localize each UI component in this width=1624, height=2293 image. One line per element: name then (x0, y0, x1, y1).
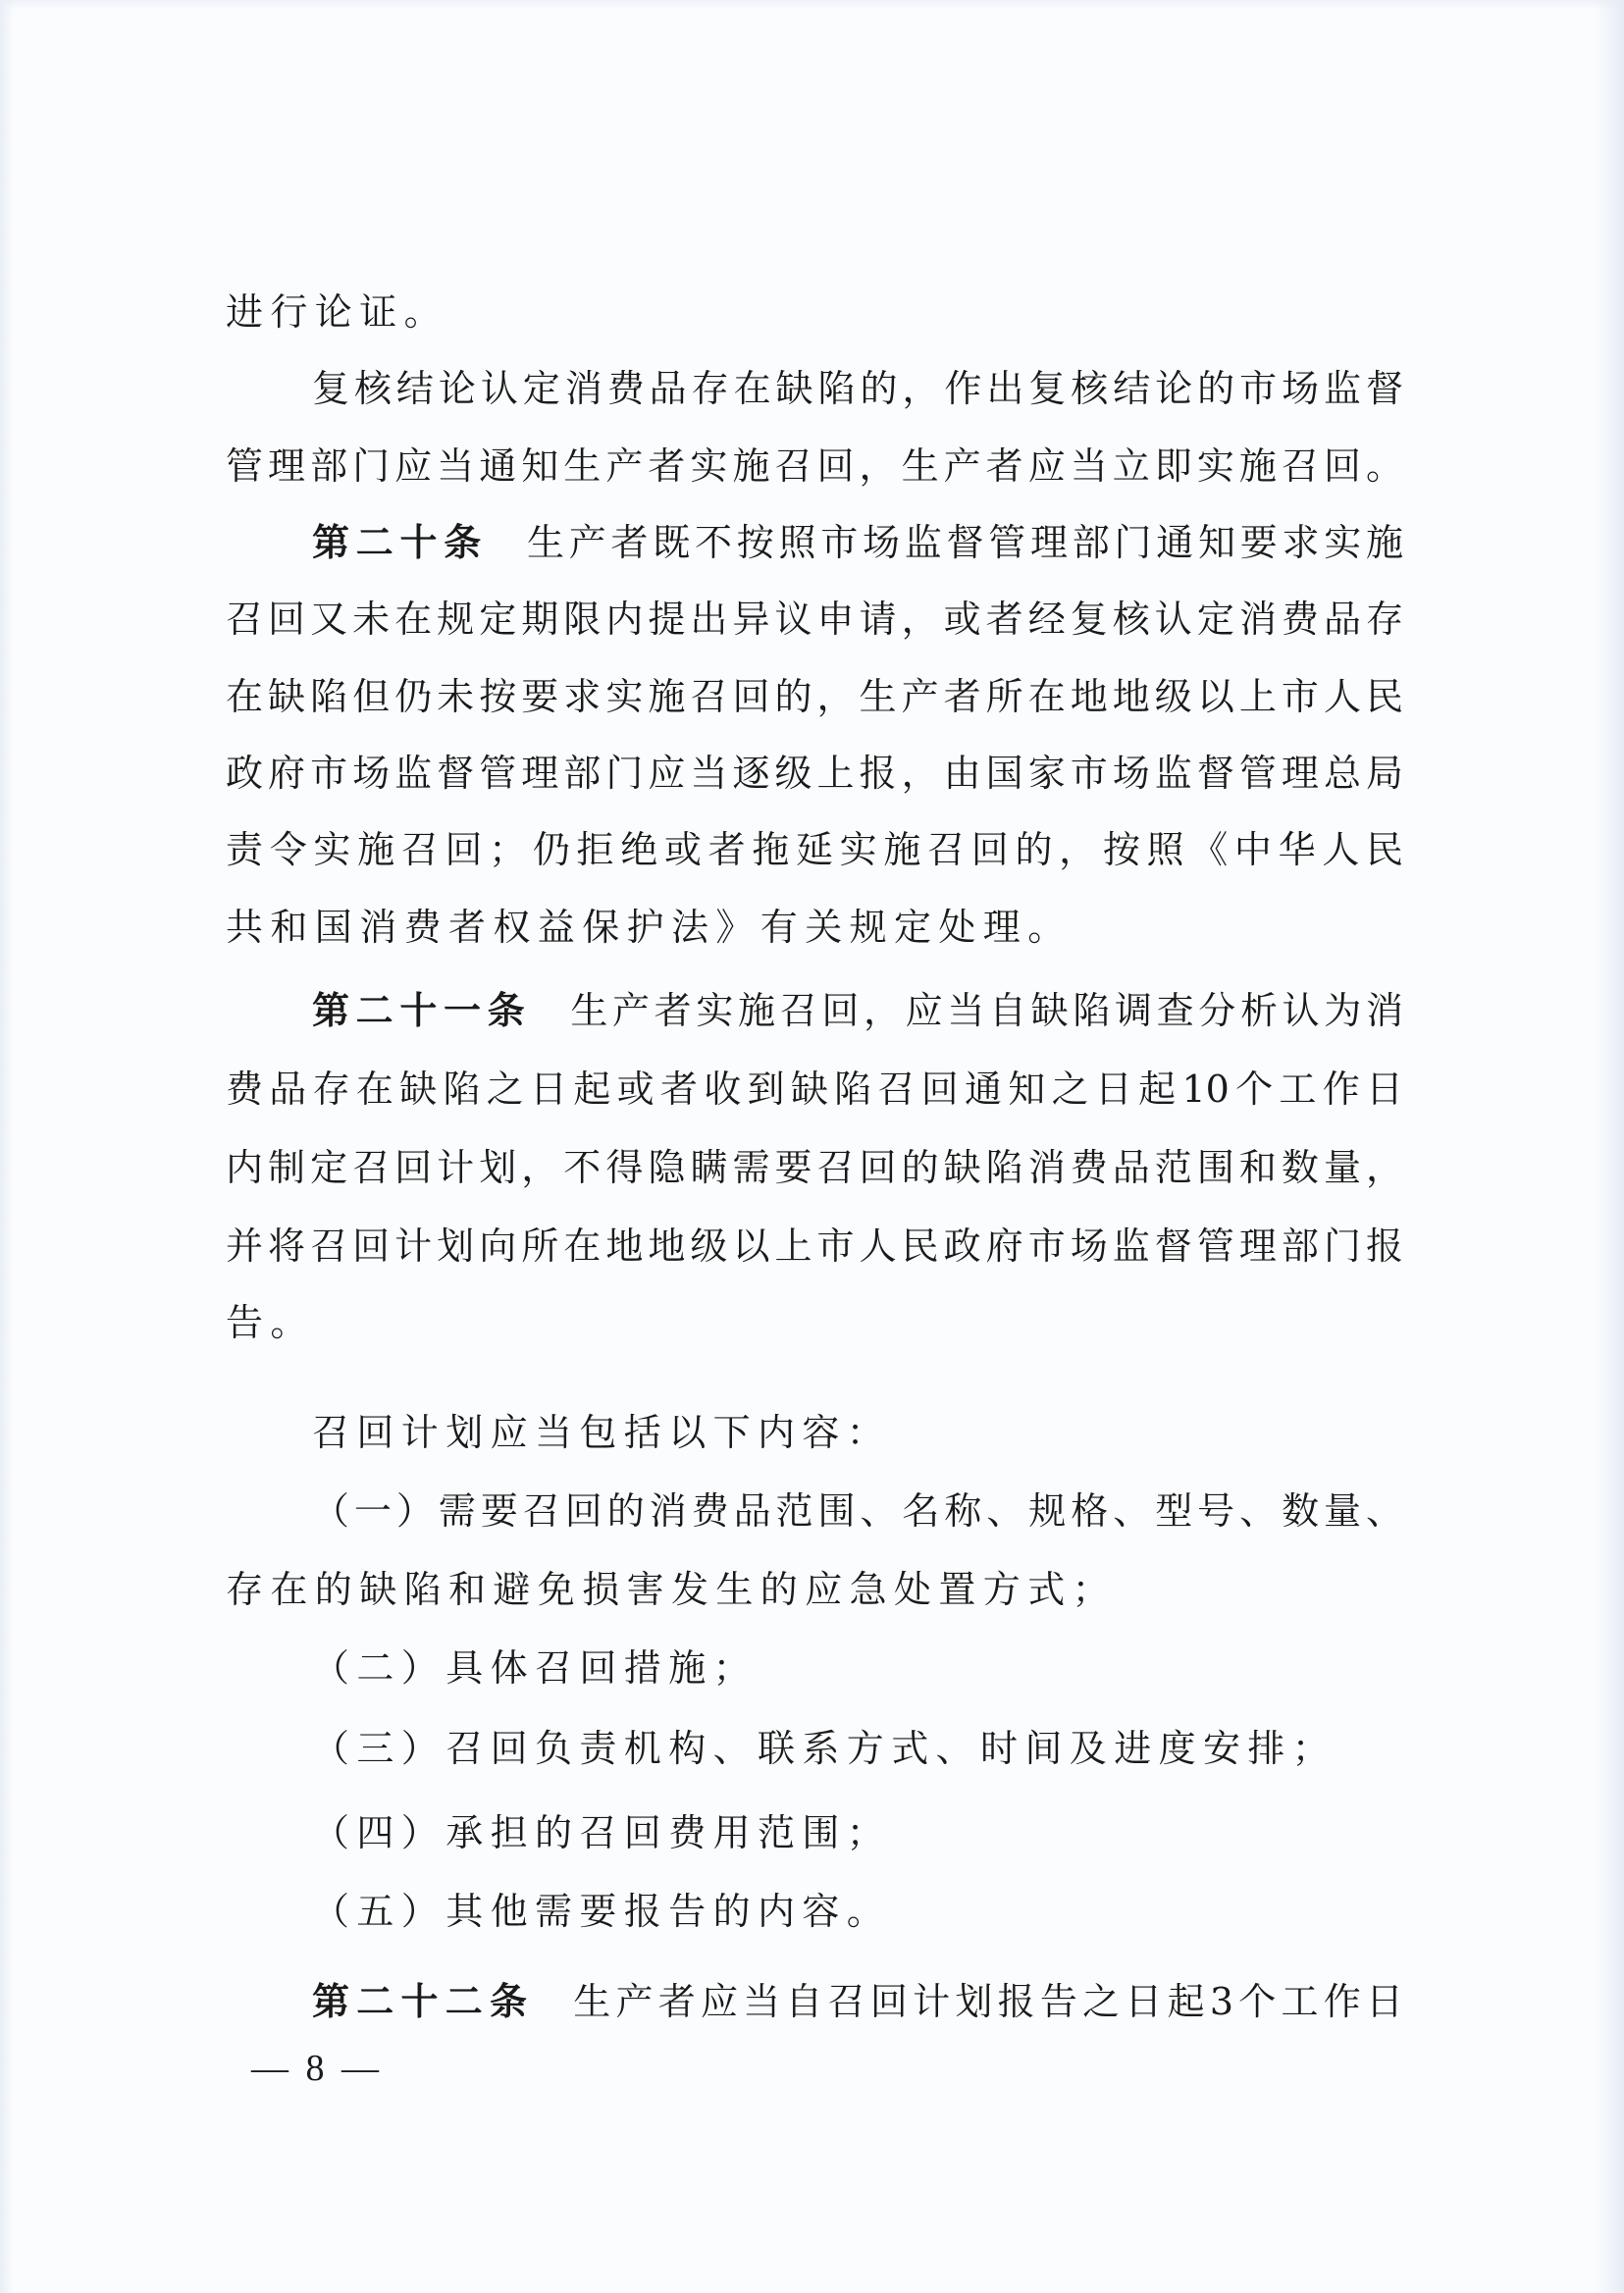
line-text: 进行论证。 (226, 290, 449, 334)
article-line (226, 1972, 1403, 2031)
line-text: 复核结论认定消费品存在缺陷的，作出复核结论的市场监督 (312, 367, 1403, 410)
line-text: （五）其他需要报告的内容。 (312, 1890, 892, 1933)
text-line (226, 590, 1403, 649)
article-line (226, 981, 1403, 1040)
text-line (226, 898, 1403, 957)
line-text: 并将召回计划向所在地地级以上市人民政府市场监督管理部门报 (226, 1225, 1403, 1268)
line-text: 在缺陷但仍未按要求实施召回的，生产者所在地地级以上市人民 (226, 675, 1403, 718)
text-line (226, 1138, 1403, 1197)
line-text: 召回计划应当包括以下内容： (312, 1411, 892, 1454)
line-text: 召回又未在规定期限内提出异议申请，或者经复核认定消费品存 (226, 598, 1403, 641)
line-text: 内制定召回计划，不得隐瞒需要召回的缺陷消费品范围和数量， (226, 1146, 1403, 1189)
text-line (226, 1217, 1403, 1276)
line-text: 共和国消费者权益保护法》有关规定处理。 (226, 906, 1073, 949)
text-line (226, 437, 1403, 495)
line-text: 生产者既不按照市场监督管理部门通知要求实施 (527, 521, 1403, 564)
line-text: 生产者应当自召回计划报告之日起3个工作日 (573, 1980, 1403, 2023)
page-number: — 8 — (251, 2048, 383, 2089)
article-line (226, 513, 1403, 572)
line-text: 存在的缺陷和避免损害发生的应急处置方式； (226, 1568, 1118, 1611)
text-line (226, 359, 1403, 418)
line-text: （二）具体召回措施； (312, 1646, 759, 1690)
scan-edge-left (0, 0, 14, 2293)
text-line (226, 744, 1403, 803)
text-line (226, 820, 1403, 879)
article-heading: 第二十一条 (312, 989, 532, 1032)
article-heading: 第二十二条 (312, 1980, 535, 2023)
text-line (226, 1403, 1403, 1462)
line-text: （三）召回负责机构、联系方式、时间及进度安排； (312, 1727, 1337, 1770)
line-text: 告。 (226, 1301, 315, 1344)
list-item (226, 1803, 1403, 1862)
list-item (226, 1482, 1403, 1540)
list-item (226, 1639, 1403, 1697)
line-text: （一）需要召回的消费品范围、名称、规格、型号、数量、 (312, 1489, 1403, 1533)
list-item (226, 1719, 1403, 1778)
list-item (226, 1882, 1403, 1941)
text-line (226, 1060, 1403, 1119)
text-line (226, 283, 1403, 341)
scan-edge-top (0, 0, 1624, 10)
line-text: 政府市场监督管理部门应当逐级上报，由国家市场监督管理总局 (226, 752, 1403, 795)
scan-edge-right (1595, 0, 1624, 2293)
line-text: 费品存在缺陷之日起或者收到缺陷召回通知之日起10个工作日 (226, 1068, 1403, 1111)
article-heading: 第二十条 (312, 521, 488, 564)
line-text: 责令实施召回；仍拒绝或者拖延实施召回的，按照《中华人民 (226, 828, 1403, 871)
text-line (226, 1560, 1403, 1619)
line-text: 生产者实施召回，应当自缺陷调查分析认为消 (570, 989, 1403, 1032)
line-text: （四）承担的召回费用范围； (312, 1811, 892, 1854)
text-line (226, 1293, 1403, 1352)
text-line (226, 667, 1403, 726)
line-text: 管理部门应当通知生产者实施召回，生产者应当立即实施召回。 (226, 444, 1403, 488)
